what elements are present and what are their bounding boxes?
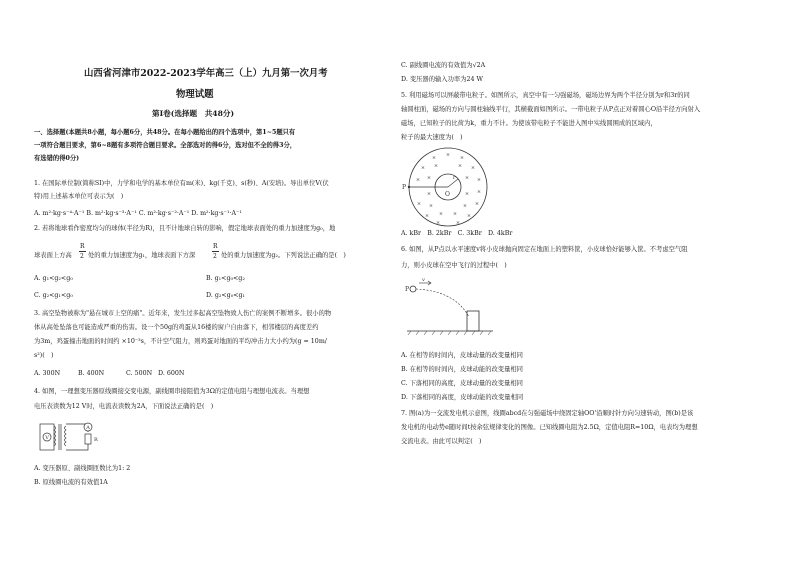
svg-text:×: × [452,211,458,217]
exam-title: 山西省河津市2022-2023学年高三（上）九月第一次月考 [84,68,328,79]
q4-option-a: A. 变压器原、副线圈匝数比为1: 2 [34,465,131,472]
q2-frac2-den: 2 [213,253,217,260]
svg-text:×: × [457,163,463,169]
ammeter-label: A [86,425,90,431]
svg-text:×: × [455,220,461,226]
svg-text:×: × [416,201,422,207]
center-o-label: O [445,191,450,198]
svg-text:×: × [476,189,482,195]
voltmeter-label: V [45,435,49,441]
svg-text:×: × [459,155,465,161]
q3-line-4: s²)( ) [34,352,54,359]
radius-r-label: r [453,175,456,181]
projectile-basket-diagram [405,275,495,337]
point-p-label: P [402,184,407,191]
svg-text:×: × [428,203,434,209]
svg-text:×: × [426,191,432,197]
q3-option-a: A. 300N [34,370,61,377]
q2-frac1-bar [79,251,86,252]
svg-text:×: × [466,213,472,219]
part-heading: 第Ⅰ卷(选择题 共48分) [152,109,235,118]
q3-option-c: C. 500N [126,370,153,377]
q1-line-2: 特)用上述基本单位可表示为( ) [34,193,124,200]
svg-text:×: × [433,163,439,169]
q5-line-4: 粒子的最大速度为( ) [401,134,463,141]
q3-line-1: 3. 高空坠物被称为"悬在城市上空的痛"。近年来，发生过多起高空坠物致人伤亡的案例不断增多。很小的物 [34,310,332,317]
svg-text:×: × [438,211,444,217]
q5-line-2: 轴圆柱面，磁场的方向与圆柱轴线平行，其横截面如图所示。一带电粒子从P点正对着圆心O沿半径方向射入 [401,106,701,113]
q7-line-2: 发电机的电动势e随时间t按余弦规律变化的图像。已知线圈电阻为2.5Ω，定值电阻R=10Ω，电表均为理想 [401,424,698,431]
q3-line-3: 为3m，鸡蛋撞击地面的时间约 ×10⁻³s，不计空气阻力，则鸡蛋对地面的平均冲击力大小约为(g = 10m/ [34,338,327,345]
instructions-line-1: 一、选择题(本题共8小题，每小题6分，共48分。在每小题给出的四个选项中，第1~5题只有 [34,129,296,136]
q2-line-2b: 处的重力加速度为g₁，地球表面下方深 [88,252,196,259]
svg-text:×: × [474,201,480,207]
svg-text:×: × [426,175,432,181]
svg-text:×: × [431,155,437,161]
q2-option-b: B. g₁<g₀<g₂ [206,275,245,282]
q1-line-1: 1. 在国际单位制(简称SI)中，力学和电学的基本单位有m(米)、kg(千克)、s(秒)、A(安培)。导出单位V(伏 [34,180,329,187]
subject-title: 物理试题 [176,89,214,100]
svg-text:×: × [462,203,468,209]
q6-line-2: 力，则小皮球在空中飞行的过程中( ) [401,262,507,269]
svg-text:×: × [470,165,476,171]
q4-option-b: B. 原线圈电流的有效值1A [34,479,108,486]
svg-text:×: × [464,175,470,181]
q5-line-1: 5. 利用磁场可以屏蔽带电粒子。如图所示，真空中有一匀强磁场，磁场边界为两个半径分别为r和3r的同 [401,92,690,99]
q5-line-3: 磁场，已知粒子的比荷为k，重力不计。为使该带电粒子不能进入图中实线圆围成的区域内， [401,120,657,127]
q2-line-2c: 处的重力加速度为g₂。下列说法正确的是( ) [221,252,346,259]
svg-text:×: × [445,152,451,158]
q3-option-b: B. 400N [78,370,105,377]
q2-frac2-num: R [213,243,218,250]
resistor-label: R [94,437,98,443]
q6-line-1: 6. 如图，从P点以水平速度v将小皮球抛向固定在地面上的塑料筐，小皮球恰好能够入筐。不考虑空气阻 [401,246,688,253]
svg-text:×: × [424,213,430,219]
velocity-label: v [422,277,425,283]
q2-frac2-bar [212,251,219,252]
q6-option-a: A. 在相等的时间内，皮球动量的改变量相同 [401,352,523,359]
q4-line-1: 4. 如图，一理想变压器原线圈接交变电源，副线圈串接阻值为3Ω的定值电阻与理想电流表。当理想 [34,388,310,395]
q2-option-d: D. g₂<g₀<g₁ [206,292,246,299]
svg-text:×: × [464,191,470,197]
q7-line-1: 7. 图(a)为一交流发电机示意图，线圈abcd在匀强磁场中绕固定轴OO'沿顺时针方向匀速转动，图(b)是该 [401,410,694,417]
q2-frac1-num: R [80,243,85,250]
svg-text:×: × [420,165,426,171]
q3-line-2: 体从高处坠落也可能造成严重的伤害。设一个50g的鸡蛋从16楼的窗户自由落下，相邻楼层的高度差约 [34,324,319,331]
q2-line-1: 2. 若将地球看作密度均匀的球体(半径为R)，且不计地球自转的影响，假定地球表面处的重力加速度为g₀，地 [34,225,336,232]
q4-option-c: C. 副线圈电流的有效值为√2A [401,62,486,69]
transformer-circuit-diagram [38,418,98,458]
q7-line-3: 交流电表。由此可以判定( ) [401,438,482,445]
q2-option-a: A. g₁<g₂<g₀ [34,275,73,282]
launch-point-label: P [405,286,410,293]
q6-option-b: B. 在相等的时间内，皮球动能的改变量相同 [401,366,523,373]
magnetic-field-ring-diagram [401,145,491,231]
q4-option-d: D. 变压器的输入功率为24 W [401,76,483,83]
q2-frac1-den: 2 [80,253,84,260]
right-column [397,0,794,562]
instructions-line-3: 有选错的得0分) [34,155,80,162]
svg-text:×: × [435,220,441,226]
q6-option-d: D. 下落相同的高度，皮球动能的改变量相同 [401,394,524,401]
q5-options: A. kBr B. 2kBr C. 3kBr D. 4kBr [401,230,513,237]
q2-option-c: C. g₂<g₁<g₀ [34,292,73,299]
instructions-line-2: 一项符合题目要求，第6~8题有多项符合题目要求。全部选对的得6分，选对但不全的得3分， [34,142,297,149]
q6-option-c: C. 下落相同的高度，皮球动量的改变量相同 [401,380,523,387]
svg-text:×: × [476,177,482,183]
q1-options: A. m²·kg·s⁻⁴·A⁻¹ B. m²·kg·s⁻³·A⁻¹ C. m²·kg·s⁻²·A⁻¹ D. m²·kg·s⁻¹·A⁻¹ [34,210,242,217]
q2-line-2a: 球表面上方高 [34,252,72,259]
svg-text:×: × [415,177,421,183]
q3-option-d: D. 600N [158,370,185,377]
q4-line-2: 电压表读数为12 V时，电流表读数为2A，下面说法正确的是( ) [34,403,214,410]
